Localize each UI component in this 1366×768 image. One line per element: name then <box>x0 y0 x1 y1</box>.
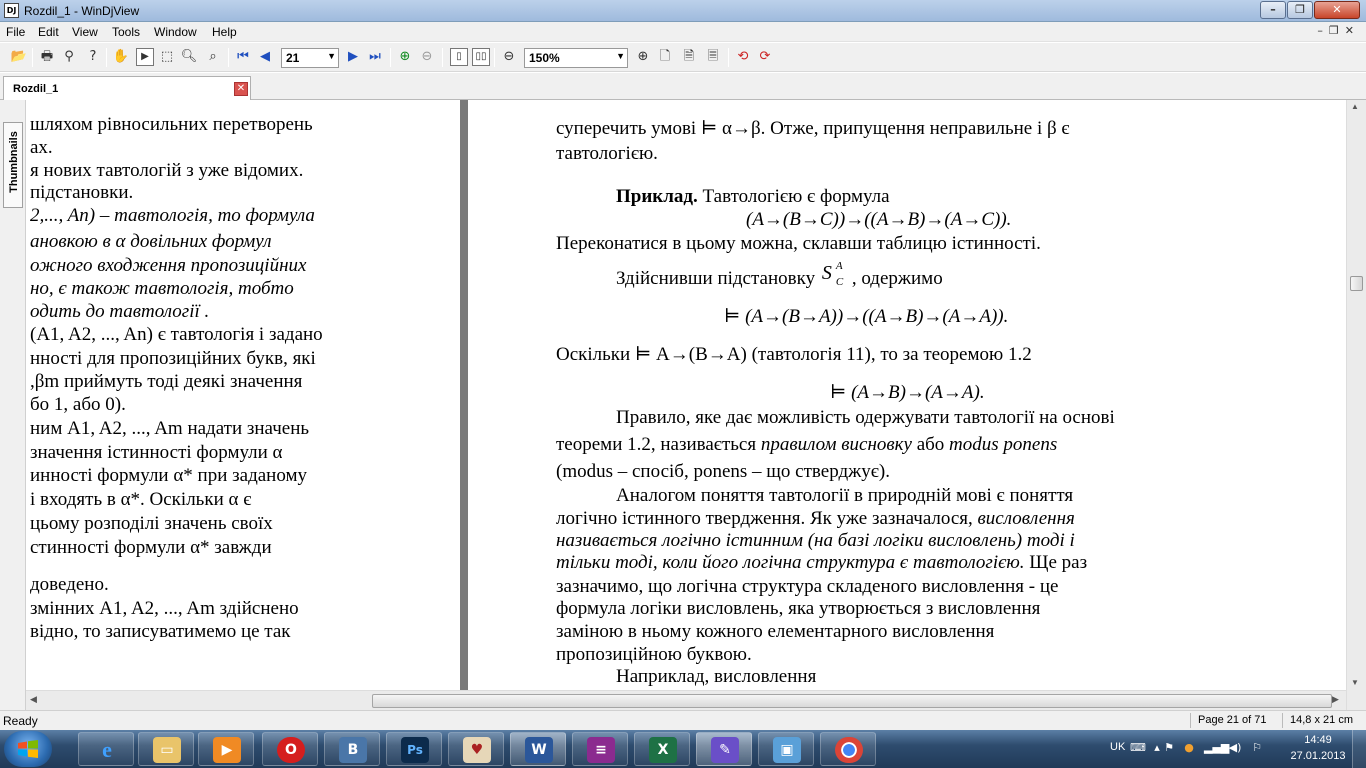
status-separator <box>1190 713 1191 728</box>
page-gap <box>460 100 468 690</box>
clock-time[interactable]: 14:49 <box>1304 734 1332 746</box>
text-line: Аналогом поняття тавтології в природній мові є поняття <box>616 485 1074 506</box>
language-indicator[interactable]: UK <box>1110 741 1126 753</box>
zoom-combo[interactable] <box>524 48 628 68</box>
print-icon[interactable]: 🖶 <box>40 49 54 64</box>
text-line: ановкою в α довільних формул <box>30 231 272 252</box>
word-icon: W <box>525 737 553 763</box>
windows-logo-icon <box>17 740 39 758</box>
app-tray-icon[interactable]: ● <box>1184 741 1194 754</box>
taskbar-chrome[interactable] <box>820 732 876 766</box>
forward-icon[interactable]: ⊖ <box>421 49 433 64</box>
fit-page-icon[interactable]: 🗋 <box>659 49 671 64</box>
text-line <box>556 508 1075 530</box>
app-icon: DJ <box>4 3 19 18</box>
italic-term: висловлення <box>977 508 1075 529</box>
taskbar-internet-explorer[interactable] <box>78 732 134 766</box>
text-line: (modus – спосіб, ponens – що стверджує). <box>556 461 890 482</box>
chevron-down-icon: ▼ <box>327 51 336 61</box>
zoom-out-icon[interactable]: ⊖ <box>503 49 515 64</box>
ie-icon: e <box>102 737 112 762</box>
text-line: пропозиційною буквою. <box>556 644 752 665</box>
text-line: Наприклад, висловлення <box>616 666 817 687</box>
scroll-up-icon[interactable]: ▲ <box>1351 102 1359 111</box>
text-line: инності формули α* при заданому <box>30 465 308 486</box>
text-line: цьому розподілі значень своїх <box>30 513 273 534</box>
taskbar-editor[interactable] <box>696 732 752 766</box>
flag-icon[interactable]: ⚑ <box>1164 741 1174 754</box>
page-size: 14,8 x 21 cm <box>1290 714 1353 726</box>
zoom-in-icon[interactable]: ⊕ <box>637 49 649 64</box>
formula: ⊨ (A→(B→A))→((A→B)→(A→A)). <box>724 306 1009 327</box>
text-line: зазначимо, що логічна структура складеного висловлення - це <box>556 576 1059 597</box>
text-line: Правило, яке дає можливість одержувати тавтології на основі <box>616 407 1115 428</box>
taskbar-opera[interactable] <box>262 732 318 766</box>
select-rectangle-icon[interactable]: ⬚ <box>160 49 174 64</box>
page-number-combo[interactable] <box>281 48 339 68</box>
thumbnails-label: Thumbnails <box>8 131 20 193</box>
cards-icon: ♥ <box>463 737 491 763</box>
open-folder-icon[interactable]: 📂 <box>10 49 28 64</box>
menu-window[interactable]: Window <box>154 25 197 39</box>
tab-rozdil-1[interactable] <box>3 76 251 100</box>
menu-view[interactable]: View <box>72 25 98 39</box>
toolbar-separator <box>228 48 229 67</box>
subst-letter: S <box>821 262 832 284</box>
text-span: Ще раз <box>1024 552 1088 573</box>
text-span: теореми 1.2, називається <box>556 434 761 455</box>
taskbar-excel[interactable] <box>634 732 690 766</box>
minimize-button[interactable]: – <box>1260 1 1286 19</box>
substitution-symbol <box>820 260 852 288</box>
rotate-right-icon[interactable]: ⟳ <box>759 49 771 64</box>
status-bar <box>0 710 1366 730</box>
formula: (A→(B→C))→((A→B)→(A→C)). <box>746 209 1012 230</box>
menu-file[interactable]: File <box>6 25 26 39</box>
scroll-right-icon[interactable]: ▶ <box>1332 694 1339 704</box>
winrar-icon: ≡ <box>587 737 615 763</box>
close-button[interactable]: ✕ <box>1314 1 1360 19</box>
text-line <box>556 434 1057 456</box>
subst-subscript: C <box>835 276 844 288</box>
text-line: ним A1, A2, ..., Am надати значень <box>30 418 310 439</box>
text-line: заміною в ньому кожного елементарного висловлення <box>556 621 995 642</box>
text-line: нності для пропозиційних букв, які <box>30 348 316 369</box>
next-page-icon[interactable]: ▶ <box>348 49 358 64</box>
system-tray <box>1100 730 1366 768</box>
italic-term: modus ponens <box>949 434 1058 455</box>
excel-icon: X <box>649 737 677 763</box>
text-line: ожного входження пропозиційних <box>30 255 307 276</box>
page-number-value: 21 <box>286 51 300 65</box>
status-text: Ready <box>3 714 38 728</box>
example-line <box>616 186 890 208</box>
vertical-scrollbar[interactable] <box>1346 100 1366 710</box>
substitution-line <box>616 262 943 290</box>
first-page-icon[interactable]: ⏮ <box>237 49 249 64</box>
toolbar-separator <box>494 48 495 67</box>
find-binoculars-icon[interactable]: ⚲ <box>64 49 74 64</box>
taskbar-explorer[interactable] <box>138 732 194 766</box>
editor-icon: ✎ <box>711 737 739 763</box>
taskbar-photoshop[interactable] <box>386 732 442 766</box>
toolbar-separator <box>728 48 729 67</box>
clock-date[interactable]: 27.01.2013 <box>1290 750 1346 762</box>
taskbar <box>0 730 1366 768</box>
text-line: (A1, A2, ..., An) є тавтологія і задано <box>30 324 323 345</box>
example-text: Тавтологією є формула <box>697 186 890 207</box>
text-span: або <box>911 434 950 455</box>
menu-edit[interactable]: Edit <box>38 25 59 39</box>
page-left <box>26 100 460 690</box>
zoom-rect-icon[interactable]: ⌕ <box>209 49 217 64</box>
hand-tool-icon[interactable]: ✋ <box>112 49 130 64</box>
text-line: підстановки. <box>30 182 134 203</box>
text-line: стинності формули α* завжди <box>30 537 272 558</box>
title-bar <box>0 0 1366 22</box>
text-span: , одержимо <box>851 268 943 289</box>
text-line: я нових тавтологій з уже відомих. <box>30 160 304 181</box>
text-line: формула логіки висловлень, яка утворюється з висловлення <box>556 598 1041 619</box>
italic-term: тільки тоді, коли його логічна структура є тавтологією. <box>556 552 1025 573</box>
text-line: Оскільки ⊨ A→(B→A) (тавтологія 11), то за теоремою 1.2 <box>556 344 1032 365</box>
mdi-controls[interactable]: –❐✕ <box>1317 24 1360 37</box>
chevron-down-icon: ▼ <box>616 51 625 61</box>
actual-size-icon[interactable]: 🗏 <box>707 49 719 64</box>
toolbar-separator <box>32 48 33 67</box>
scroll-down-icon[interactable]: ▼ <box>1351 678 1359 687</box>
text-line: змінних A1, A2, ..., Am здійснено <box>30 598 299 619</box>
text-line: відно, то записуватимемо це так <box>30 621 291 642</box>
text-line: доведено. <box>30 574 109 595</box>
text-line: і входять в α*. Оскільки α є <box>30 489 252 510</box>
show-desktop-button[interactable] <box>1352 730 1366 768</box>
zoom-icon[interactable]: 🔍︎ <box>180 49 198 64</box>
taskbar-word[interactable] <box>510 732 566 766</box>
vk-icon: B <box>339 737 367 763</box>
network-icon[interactable]: ▂▄▆ <box>1204 741 1230 754</box>
scroll-left-icon[interactable]: ◀ <box>30 694 37 704</box>
text-line: 2,..., An) – тавтологія, то формула <box>30 205 315 226</box>
thumbnails-sidebar <box>0 100 26 710</box>
text-span: Здійснивши підстановку <box>616 268 816 289</box>
taskbar-viewer[interactable] <box>758 732 814 766</box>
text-line: ах. <box>30 137 53 158</box>
text-line: значення істинності формули α <box>30 442 283 463</box>
close-tab-icon[interactable]: ✕ <box>234 82 248 96</box>
text-line: тавтологією. <box>556 143 658 164</box>
taskbar-cards[interactable] <box>448 732 504 766</box>
tab-label: Rozdil_1 <box>13 83 59 95</box>
volume-icon[interactable]: ◀) <box>1228 741 1242 754</box>
fit-width-icon[interactable]: 🗎 <box>683 49 695 64</box>
text-line: Переконатися в цьому можна, склавши таблицю істинності. <box>556 233 1041 254</box>
toolbar-separator <box>106 48 107 67</box>
toolbar-separator <box>442 48 443 67</box>
window-title: Rozdil_1 - WinDjView <box>24 4 140 18</box>
menu-help[interactable]: Help <box>212 25 237 39</box>
taskbar-media-player[interactable] <box>198 732 254 766</box>
horizontal-scrollbar[interactable] <box>26 690 1346 710</box>
last-page-icon[interactable]: ⏭ <box>369 49 381 64</box>
action-center-icon[interactable]: ⚐ <box>1252 741 1262 754</box>
folder-icon: ▭ <box>153 737 181 763</box>
scroll-thumb[interactable] <box>1350 276 1363 291</box>
scroll-thumb[interactable] <box>372 694 1332 708</box>
toolbar <box>0 43 1366 72</box>
page-right <box>468 100 1346 690</box>
text-line <box>556 552 1087 574</box>
photoshop-icon: Ps <box>401 737 429 763</box>
media-icon: ▶ <box>213 737 241 763</box>
example-label: Приклад. <box>616 186 698 207</box>
document-area <box>0 100 1366 710</box>
text-span: логічно істинного твердження. Як уже зазначалося, <box>556 508 978 529</box>
help-icon[interactable]: ? <box>89 49 97 64</box>
chrome-icon <box>835 737 863 763</box>
text-line: називається логічно істинним (на базі логіки висловлень) тоді і <box>556 530 1075 551</box>
back-icon[interactable]: ⊕ <box>399 49 411 64</box>
tab-strip <box>0 73 1366 100</box>
text-line: суперечить умові ⊨ α→β. Отже, припущення неправильне і β є <box>556 118 1070 139</box>
show-hidden-icon[interactable]: ▴ <box>1154 741 1160 754</box>
single-page-icon[interactable]: ▯ <box>450 48 468 66</box>
toolbar-separator <box>390 48 391 67</box>
formula: ⊨ (A→B)→(A→A). <box>830 382 985 403</box>
text-line: шляхом рівносильних перетворень <box>30 114 313 135</box>
image-viewer-icon: ▣ <box>773 737 801 763</box>
thumbnails-tab[interactable] <box>3 122 23 208</box>
taskbar-vkontakte[interactable] <box>324 732 380 766</box>
two-page-icon[interactable]: ▯▯ <box>472 48 490 66</box>
menu-bar <box>0 22 1366 42</box>
text-line: бо 1, або 0). <box>30 394 126 415</box>
zoom-value: 150% <box>529 51 560 65</box>
keyboard-icon[interactable]: ⌨ <box>1130 741 1146 754</box>
text-line: одить до тавтології . <box>30 301 210 322</box>
start-button[interactable] <box>4 731 52 767</box>
taskbar-winrar[interactable] <box>572 732 628 766</box>
status-separator <box>1282 713 1283 728</box>
text-line: но, є також тавтологія, тобто <box>30 278 294 299</box>
select-pointer-icon[interactable]: ▶ <box>136 48 154 66</box>
menu-tools[interactable]: Tools <box>112 25 141 39</box>
italic-term: правилом висновку <box>760 434 912 455</box>
subst-superscript: A <box>835 260 843 272</box>
text-line: ,βm приймуть тоді деякі значення <box>30 371 303 392</box>
page-indicator: Page 21 of 71 <box>1198 714 1267 726</box>
opera-icon: O <box>277 737 305 763</box>
maximize-button[interactable]: ❐ <box>1287 1 1313 19</box>
rotate-left-icon[interactable]: ⟲ <box>737 49 749 64</box>
prev-page-icon[interactable]: ◀ <box>260 49 270 64</box>
